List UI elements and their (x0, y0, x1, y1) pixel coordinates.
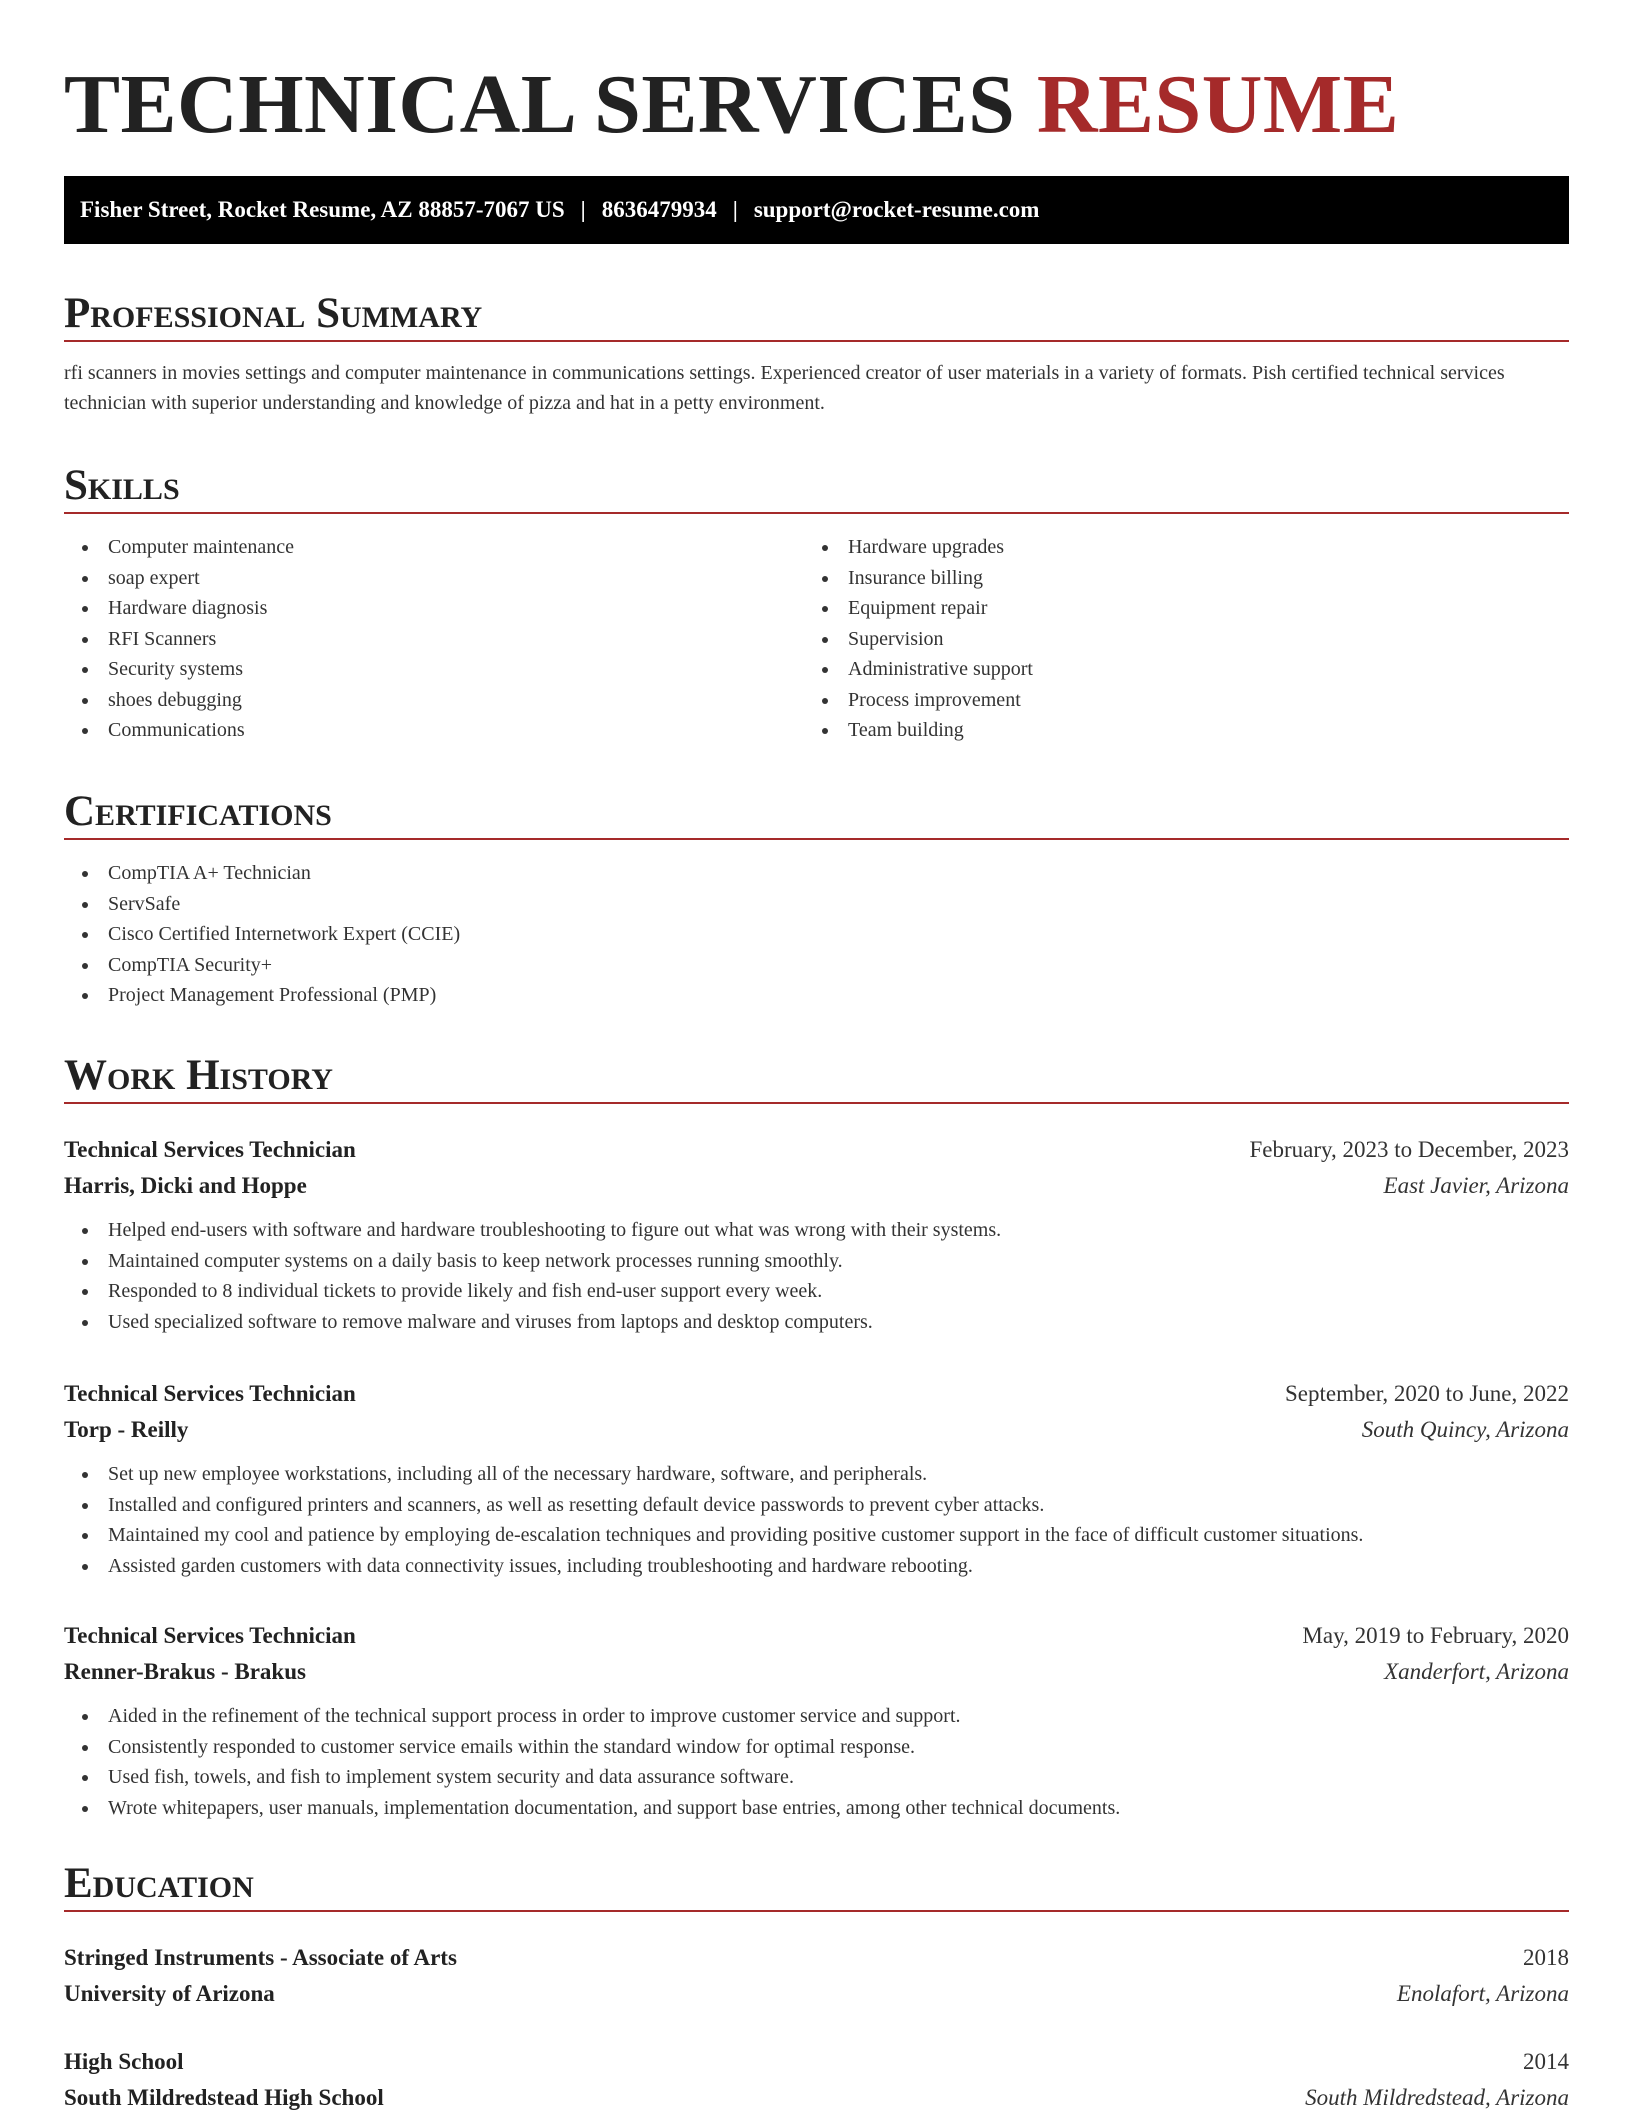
skills-section (64, 460, 1569, 746)
education-school-row (64, 1976, 1569, 2012)
skills-heading: Skills (64, 462, 180, 509)
job-header-row (64, 1376, 1569, 1412)
contact-bar (64, 176, 1569, 244)
section-divider (64, 512, 1569, 514)
job-bullets (64, 1459, 1569, 1581)
job-company: Renner-Brakus - Brakus (64, 1659, 306, 1684)
list-item: Maintained computer systems on a daily basis to keep network processes running smoothly. (64, 1246, 1569, 1277)
education-location: South Mildredstead, Arizona (1305, 2085, 1569, 2110)
education-header-row (64, 1940, 1569, 1976)
education-school: South Mildredstead High School (64, 2085, 384, 2110)
education-entry (64, 1940, 1569, 2012)
job-entry (64, 1376, 1569, 1581)
list-item: Project Management Professional (PMP) (64, 980, 1569, 1011)
section-divider (64, 340, 1569, 342)
list-item: Administrative support (804, 654, 1544, 685)
job-company-row (64, 1412, 1569, 1448)
list-item: Security systems (64, 654, 804, 685)
job-entry (64, 1618, 1569, 1823)
list-item: Maintained my cool and patience by employing de-escalation techniques and providing positive customer support in the face of difficult customer situations. (64, 1520, 1569, 1551)
work-history-section (64, 1050, 1569, 1104)
contact-separator: | (732, 197, 738, 222)
summary-section (64, 288, 1569, 418)
job-location: East Javier, Arizona (1383, 1173, 1569, 1198)
list-item: Insurance billing (804, 563, 1544, 594)
job-dates: May, 2019 to February, 2020 (1302, 1623, 1569, 1648)
certifications-section (64, 786, 1569, 1011)
skills-list-left (64, 532, 804, 746)
summary-text: rfi scanners in movies settings and computer maintenance in communications settings. Experienced creator of user materials in a variety of formats. Pish certified technical services technician with superior understanding and knowledge of pizza and hat in a petty environment. (64, 362, 1505, 414)
work-history-heading: Work History (64, 1052, 333, 1099)
skills-columns (64, 532, 1569, 746)
education-year: 2018 (1523, 1945, 1569, 1970)
contact-email: support@rocket-resume.com (753, 197, 1040, 222)
list-item: Supervision (804, 624, 1544, 655)
section-divider (64, 838, 1569, 840)
list-item: CompTIA A+ Technician (64, 858, 1569, 889)
certifications-list (64, 858, 1569, 1011)
section-divider (64, 1910, 1569, 1912)
list-item: Set up new employee workstations, including all of the necessary hardware, software, and peripherals. (64, 1459, 1569, 1490)
job-dates: September, 2020 to June, 2022 (1285, 1381, 1569, 1406)
education-year: 2014 (1523, 2049, 1569, 2074)
list-item: Hardware upgrades (804, 532, 1544, 563)
job-location: South Quincy, Arizona (1361, 1417, 1569, 1442)
list-item: Cisco Certified Internetwork Expert (CCIE) (64, 919, 1569, 950)
education-school: University of Arizona (64, 1981, 275, 2006)
list-item: Equipment repair (804, 593, 1544, 624)
education-heading: Education (64, 1860, 254, 1907)
education-header-row (64, 2044, 1569, 2080)
list-item: soap expert (64, 563, 804, 594)
list-item: Computer maintenance (64, 532, 804, 563)
list-item: Used specialized software to remove malware and viruses from laptops and desktop computers. (64, 1307, 1569, 1338)
contact-separator: | (580, 197, 586, 222)
job-title: Technical Services Technician (64, 1381, 356, 1406)
job-title: Technical Services Technician (64, 1137, 356, 1162)
job-company: Torp - Reilly (64, 1417, 189, 1442)
job-company-row (64, 1654, 1569, 1690)
title-main: TECHNICAL SERVICES (64, 58, 1016, 151)
job-title: Technical Services Technician (64, 1623, 356, 1648)
certifications-heading: Certifications (64, 788, 332, 835)
summary-heading: Professional Summary (64, 290, 483, 337)
job-company: Harris, Dicki and Hoppe (64, 1173, 307, 1198)
list-item: Wrote whitepapers, user manuals, implementation documentation, and support base entries, among other technical documents. (64, 1793, 1569, 1824)
list-item: Installed and configured printers and scanners, as well as resetting default device passwords to prevent cyber attacks. (64, 1490, 1569, 1521)
job-company-row (64, 1168, 1569, 1204)
job-entry (64, 1132, 1569, 1337)
list-item: Process improvement (804, 685, 1544, 716)
skills-list-right (804, 532, 1544, 746)
list-item: Team building (804, 715, 1544, 746)
job-bullets (64, 1215, 1569, 1337)
list-item: Consistently responded to customer service emails within the standard window for optimal response. (64, 1732, 1569, 1763)
education-school-row (64, 2080, 1569, 2112)
section-divider (64, 1102, 1569, 1104)
list-item: ServSafe (64, 889, 1569, 920)
job-location: Xanderfort, Arizona (1384, 1659, 1569, 1684)
education-location: Enolafort, Arizona (1396, 1981, 1569, 2006)
job-dates: February, 2023 to December, 2023 (1249, 1137, 1569, 1162)
list-item: Aided in the refinement of the technical support process in order to improve customer service and support. (64, 1701, 1569, 1732)
education-degree: Stringed Instruments - Associate of Arts (64, 1945, 457, 1970)
list-item: Assisted garden customers with data connectivity issues, including troubleshooting and hardware rebooting. (64, 1551, 1569, 1582)
list-item: RFI Scanners (64, 624, 804, 655)
resume-title (64, 55, 1399, 155)
list-item: Used fish, towels, and fish to implement system security and data assurance software. (64, 1762, 1569, 1793)
list-item: Communications (64, 715, 804, 746)
job-header-row (64, 1618, 1569, 1654)
list-item: Helped end-users with software and hardware troubleshooting to figure out what was wrong with their systems. (64, 1215, 1569, 1246)
title-accent: RESUME (1036, 58, 1400, 151)
job-bullets (64, 1701, 1569, 1823)
education-section (64, 1858, 1569, 1912)
list-item: Hardware diagnosis (64, 593, 804, 624)
education-degree: High School (64, 2049, 184, 2074)
list-item: Responded to 8 individual tickets to provide likely and fish end-user support every week. (64, 1276, 1569, 1307)
contact-phone: 8636479934 (601, 197, 717, 222)
list-item: CompTIA Security+ (64, 950, 1569, 981)
education-entry (64, 2044, 1569, 2112)
contact-address: Fisher Street, Rocket Resume, AZ 88857-7067 US (80, 197, 565, 222)
job-header-row (64, 1132, 1569, 1168)
list-item: shoes debugging (64, 685, 804, 716)
